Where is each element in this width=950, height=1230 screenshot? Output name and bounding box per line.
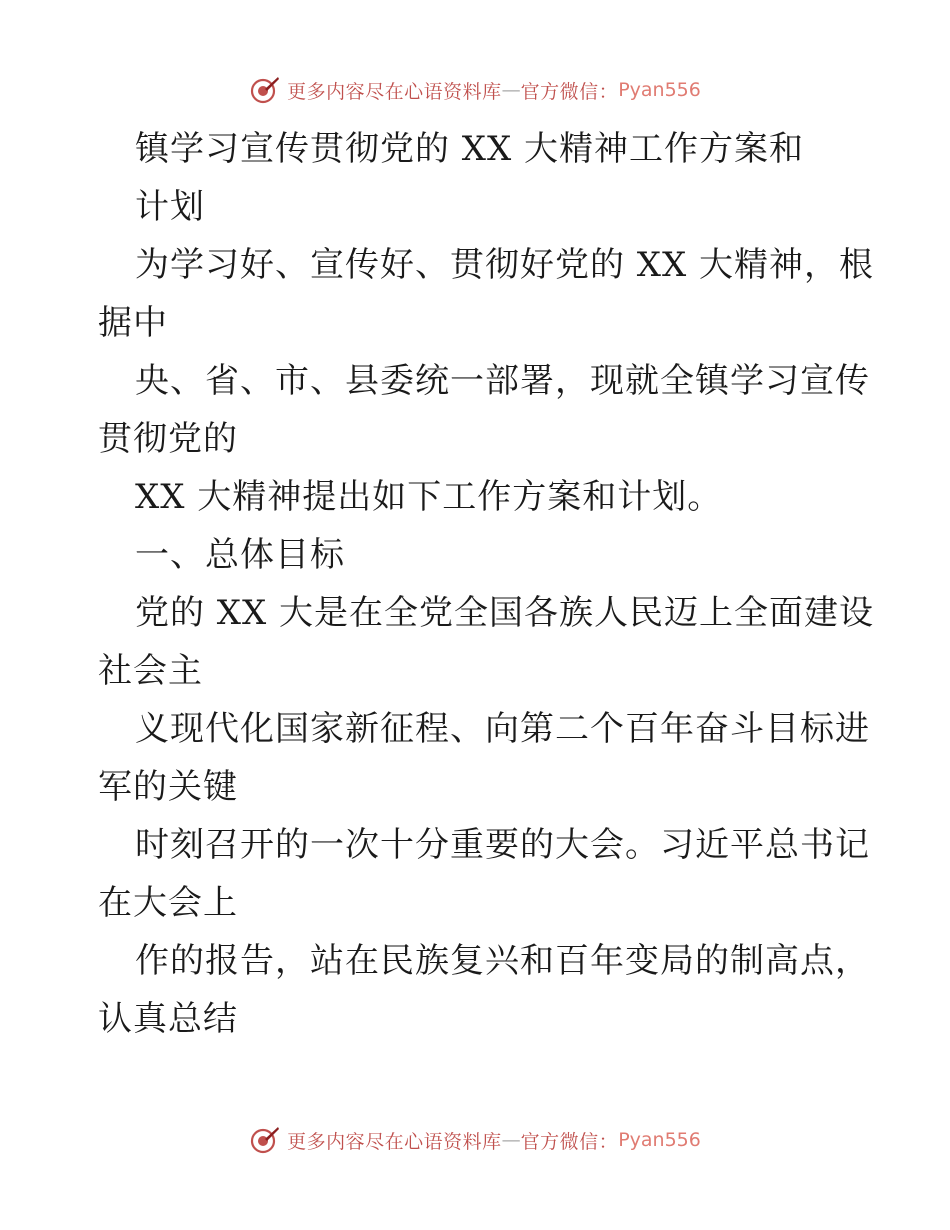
text-line: 据中 [98, 303, 168, 343]
text-line: 央、省、市、县委统一部署，现就全镇学习宣传 [135, 361, 870, 401]
text-line: 认真总结 [98, 999, 238, 1039]
text-line: 在大会上 [98, 883, 238, 923]
text-line: 义现代化国家新征程、向第二个百年奋斗目标进 [135, 709, 870, 749]
text-line: 计划 [135, 187, 205, 227]
text-line: 军的关键 [98, 767, 238, 807]
text-line: 时刻召开的一次十分重要的大会。习近平总书记 [135, 825, 870, 865]
text-line: 贯彻党的 [98, 419, 238, 459]
banner-dash: — [501, 79, 521, 101]
banner-contact-text: 官方微信： [520, 80, 619, 103]
section-heading: 一、总体目标 [135, 535, 345, 575]
banner-main-text: 更多内容尽在心语资料库 [287, 80, 502, 103]
banner-dash: — [501, 1129, 521, 1151]
footer-banner [0, 1120, 950, 1160]
banner-contact-text: 官方微信： [520, 1130, 619, 1153]
banner-main-text: 更多内容尽在心语资料库 [287, 1130, 502, 1153]
text-line: XX 大精神提出如下工作方案和计划。 [135, 477, 723, 517]
pen-logo-icon [249, 1124, 281, 1156]
text-line: 社会主 [98, 651, 203, 691]
text-line: 作的报告，站在民族复兴和百年变局的制高点， [135, 941, 870, 981]
text-line: 镇学习宣传贯彻党的 XX 大精神工作方案和 [135, 129, 805, 169]
header-banner [0, 70, 950, 110]
banner-contact-id: Pyan556 [618, 1129, 701, 1151]
text-line: 为学习好、宣传好、贯彻好党的 XX 大精神，根 [135, 245, 875, 285]
banner-contact-id: Pyan556 [618, 79, 701, 101]
pen-logo-icon [249, 74, 281, 106]
text-line: 党的 XX 大是在全党全国各族人民迈上全面建设 [135, 593, 875, 633]
document-body [98, 120, 875, 1048]
